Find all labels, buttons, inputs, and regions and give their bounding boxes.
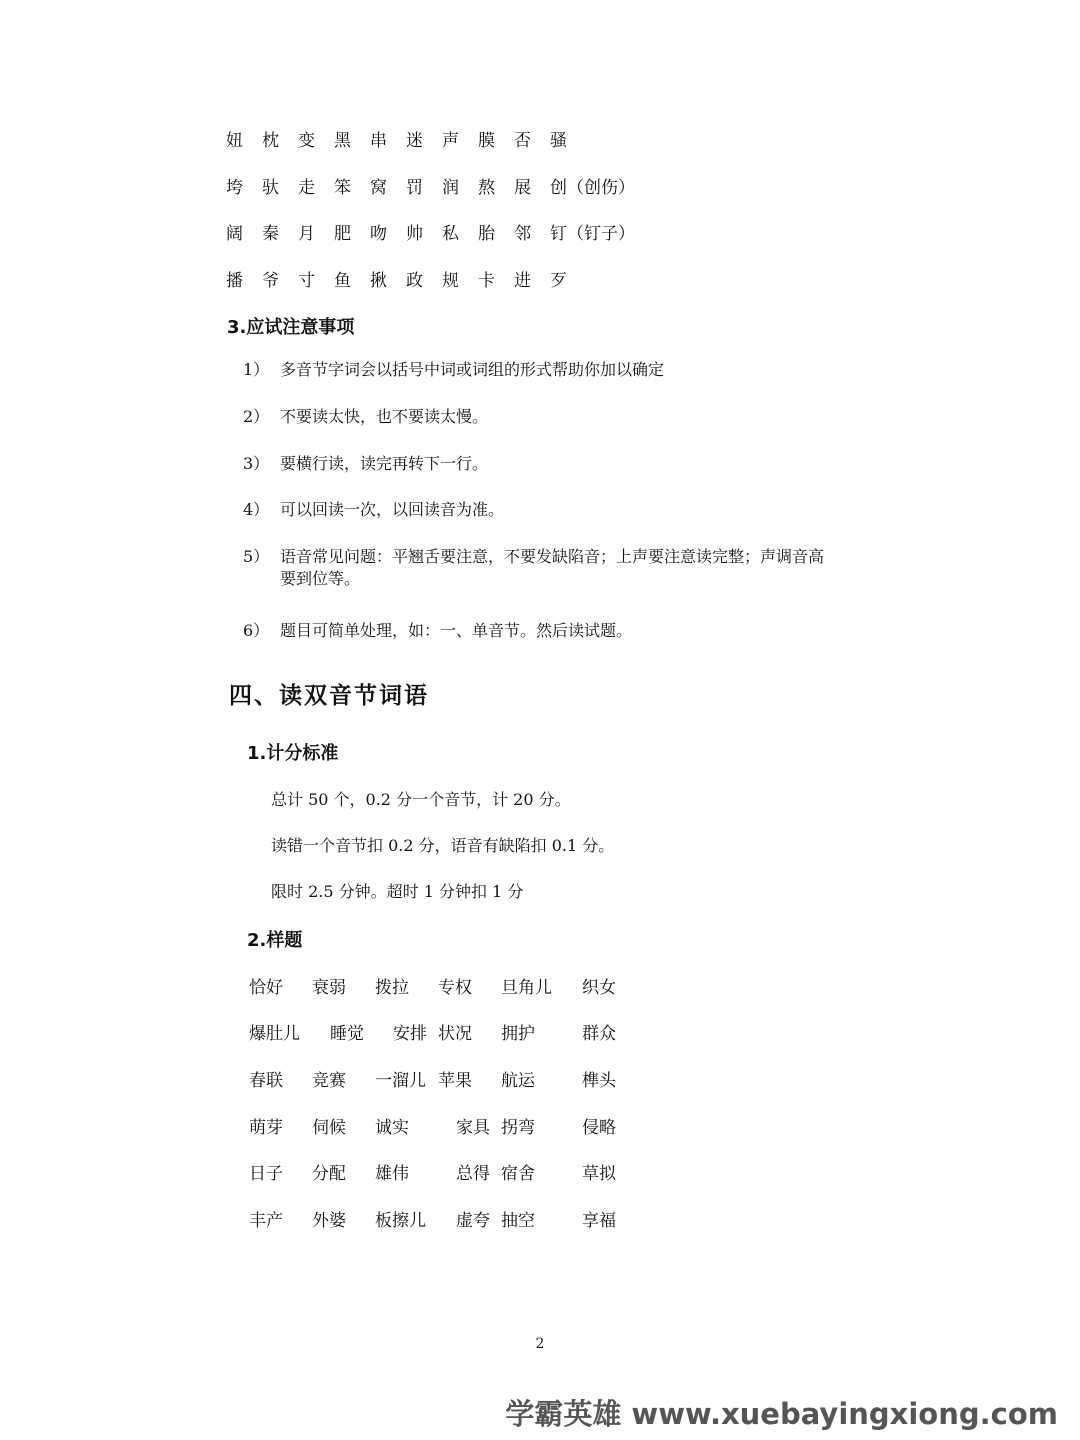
single-char: 膜 [478, 131, 495, 151]
sample-word: 草拟 [582, 1164, 616, 1184]
sample-word: 衰弱 [312, 978, 346, 998]
sample-word: 抽空 [501, 1211, 535, 1231]
sample-word: 苹果 [438, 1071, 472, 1091]
single-char: 变 [298, 131, 315, 151]
note-number: 6） [243, 621, 270, 640]
section-title: 四、读双音节词语 [229, 683, 429, 709]
single-char: 阔 [226, 224, 243, 244]
sample-word: 享福 [582, 1211, 616, 1231]
single-char: 邻 [514, 224, 531, 244]
note-number: 5） [243, 547, 270, 566]
watermark: 学霸英雄 www.xuebayingxiong.com [505, 1397, 1058, 1431]
single-char: 否 [514, 131, 531, 151]
note-number: 4） [243, 500, 270, 519]
single-char: 爷 [262, 271, 279, 291]
single-char: 枕 [262, 131, 279, 151]
single-char: 窝 [370, 178, 387, 198]
sample-word: 外婆 [312, 1211, 346, 1231]
sample-word: 拐弯 [501, 1118, 535, 1138]
single-char: 吻 [370, 224, 387, 244]
single-char: 润 [442, 178, 459, 198]
scoring-line: 限时 2.5 分钟。超时 1 分钟扣 1 分 [271, 882, 524, 901]
sample-word: 家具 [456, 1118, 490, 1138]
page-number: 2 [535, 1336, 545, 1352]
note-number: 3） [243, 454, 270, 473]
single-char: 黑 [334, 131, 351, 151]
note-item [243, 499, 843, 521]
single-char: 私 [442, 224, 459, 244]
note-text: 不要读太快，也不要读太慢。 [280, 407, 489, 426]
single-char: 歹 [550, 271, 567, 291]
single-char: 创 [550, 178, 567, 198]
single-char: 骚 [550, 131, 567, 151]
single-char: 妞 [226, 131, 243, 151]
single-char: 秦 [262, 224, 279, 244]
single-char: 罚 [406, 178, 423, 198]
single-char: 揪 [370, 271, 387, 291]
single-char: 肥 [334, 224, 351, 244]
note-item [243, 359, 843, 381]
char-row [226, 126, 586, 151]
sample-word: 状况 [438, 1024, 472, 1044]
sample-word: 分配 [312, 1164, 346, 1184]
single-char: 月 [298, 224, 315, 244]
note-text: 多音节字词会以括号中词或词组的形式帮助你加以确定 [280, 360, 665, 379]
sample-word: 睡觉 [330, 1024, 364, 1044]
single-char: 规 [442, 271, 459, 291]
single-char: 展 [514, 178, 531, 198]
sample-title: 2.样题 [247, 930, 303, 951]
sample-word: 宿舍 [501, 1164, 535, 1184]
sample-word: 专权 [438, 978, 472, 998]
single-char: 政 [406, 271, 423, 291]
single-char: 熬 [478, 178, 495, 198]
sample-word: 恰好 [249, 978, 283, 998]
sample-word: 侵略 [582, 1118, 616, 1138]
note-text: 要横行读，读完再转下一行。 [280, 454, 489, 473]
sample-word: 板擦儿 [375, 1211, 426, 1231]
scoring-title: 1.计分标准 [247, 743, 339, 764]
scoring-line: 总计 50 个，0.2 分一个音节，计 20 分。 [271, 790, 571, 809]
char-row [226, 266, 586, 291]
scoring-line: 读错一个音节扣 0.2 分，语音有缺陷扣 0.1 分。 [271, 836, 615, 855]
single-char: 进 [514, 271, 531, 291]
sample-word: 榫头 [582, 1071, 616, 1091]
sample-word: 虚夸 [456, 1211, 490, 1231]
note-item [243, 406, 843, 428]
single-char: 垮 [226, 178, 243, 198]
single-char: 鱼 [334, 271, 351, 291]
char-row [226, 219, 635, 244]
sample-word: 安排 [393, 1024, 427, 1044]
single-char: 寸 [298, 271, 315, 291]
sample-word: 群众 [582, 1024, 616, 1044]
sample-word: 爆肚儿 [249, 1024, 300, 1044]
single-char: 帅 [406, 224, 423, 244]
note-item [243, 546, 835, 590]
sample-word: 春联 [249, 1071, 283, 1091]
note-number: 1） [243, 360, 270, 379]
single-char: 声 [442, 131, 459, 151]
note-item [243, 453, 843, 475]
sample-word: 诚实 [375, 1118, 409, 1138]
sample-word: 日子 [249, 1164, 283, 1184]
sample-word: 拥护 [501, 1024, 535, 1044]
note-text: 可以回读一次，以回读音为准。 [280, 500, 505, 519]
sample-word: 萌芽 [249, 1118, 283, 1138]
single-char: 走 [298, 178, 315, 198]
sample-word: 织女 [582, 978, 616, 998]
single-char: 胎 [478, 224, 495, 244]
note-number: 2） [243, 407, 270, 426]
sample-word: 雄伟 [375, 1164, 409, 1184]
sample-word: 拨拉 [375, 978, 409, 998]
char-hint: （钉子） [567, 224, 635, 244]
sample-word: 航运 [501, 1071, 535, 1091]
single-char: 驮 [262, 178, 279, 198]
note-text: 语音常见问题：平翘舌要注意，不要发缺陷音；上声要注意读完整；声调音高要到位等。 [280, 547, 825, 588]
sample-word: 丰产 [249, 1211, 283, 1231]
single-char: 串 [370, 131, 387, 151]
single-char: 卡 [478, 271, 495, 291]
sample-word: 总得 [456, 1164, 490, 1184]
note-text: 题目可简单处理，如：一、单音节。然后读试题。 [280, 621, 633, 640]
single-char: 迷 [406, 131, 423, 151]
single-char: 播 [226, 271, 243, 291]
note-item [243, 620, 843, 642]
sample-word: 伺候 [312, 1118, 346, 1138]
sample-word: 一溜儿 [375, 1071, 426, 1091]
single-char: 钉 [550, 224, 567, 244]
sample-word: 旦角儿 [501, 978, 552, 998]
sample-word: 竞赛 [312, 1071, 346, 1091]
char-hint: （创伤） [567, 178, 635, 198]
notes-title: 3.应试注意事项 [227, 317, 355, 338]
single-char: 笨 [334, 178, 351, 198]
char-row [226, 173, 635, 198]
